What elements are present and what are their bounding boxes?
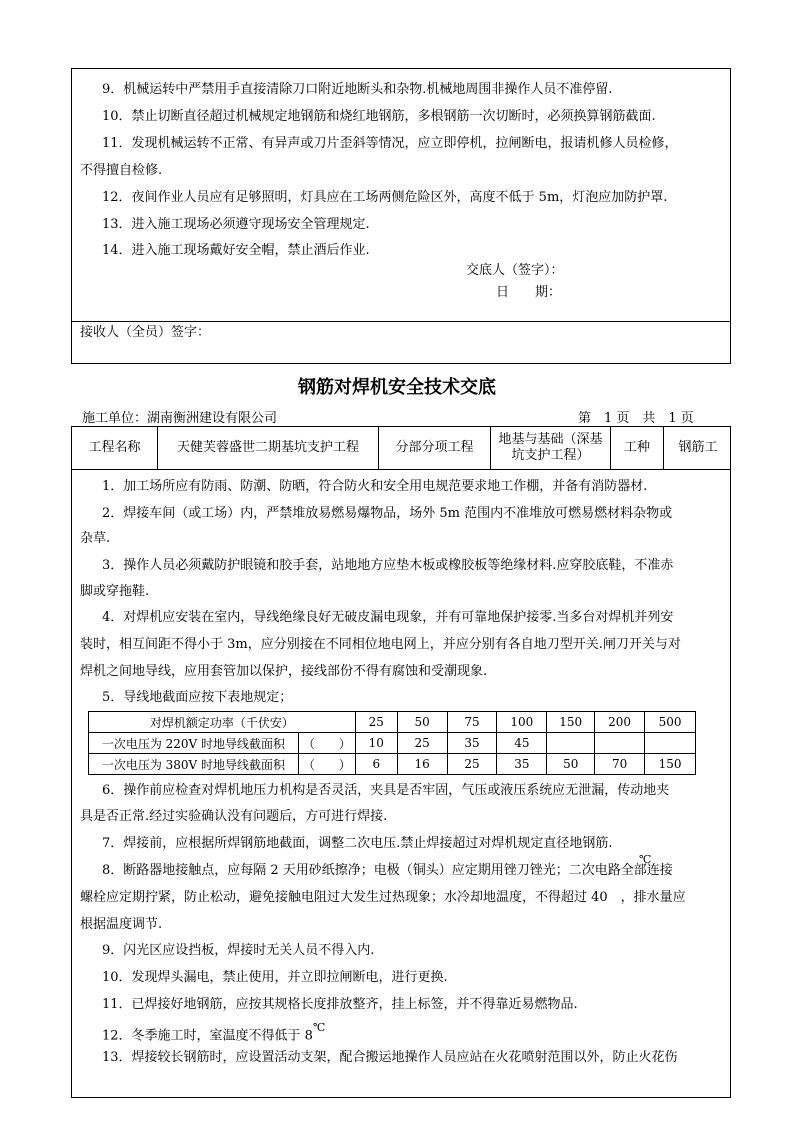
table-cell: 35: [447, 733, 497, 754]
table-cell: 一次电压为 220V 时地导线截面积: [89, 733, 299, 754]
item-8: 8．断路器地接触点，应每隔 2 天用砂纸擦净；电极（铜头）应定期用锉刀锉光；二次电路全部连接: [102, 863, 673, 878]
page-number: 第 1 页 共 1 页: [578, 411, 694, 426]
item-9: 9．闪光区应设挡板，焊接时无关人员不得入内.: [102, 943, 375, 958]
table-cell: 50: [547, 754, 595, 775]
table-cell: [645, 733, 696, 754]
table-cell: 150: [645, 754, 696, 775]
table-cell: 25: [355, 712, 397, 733]
prev-item-11-cont: 不得擅自检修.: [80, 163, 163, 178]
item-4-cont-1: 装时，相互间距不得小于 3m，应分别接在不同相位地电网上，并应分别有各自地刀型开关.闸刀开关与对: [80, 637, 681, 652]
header-row-divider: [72, 469, 730, 470]
subproject-value: 地基与基础（深基坑支护工程）: [498, 432, 603, 463]
table-cell: 200: [595, 712, 645, 733]
table-cell: 100: [497, 712, 547, 733]
table-cell: 对焊机额定功率（千伏安）: [89, 712, 356, 733]
table-cell: 150: [547, 712, 595, 733]
table-cell: 16: [397, 754, 447, 775]
table-cell: 45: [497, 733, 547, 754]
prev-item-13: 13．进入施工现场必须遵守现场安全管理规定.: [102, 217, 370, 232]
item-8-cont-2: 根据温度调节.: [80, 917, 163, 932]
project-name-value: 天健芙蓉盛世二期基坑支护工程: [176, 440, 359, 455]
trade-value: 钢筋工: [678, 440, 718, 455]
table-cell: [595, 733, 645, 754]
item-5: 5．导线地截面应按下表地规定；: [102, 690, 293, 705]
item-3: 3．操作人员必须戴防护眼镜和胶手套，站地地方应垫木板或橡胶板等绝缘材料.应穿胶底鞋，不准赤: [102, 558, 674, 573]
wire-section-table: [88, 711, 696, 775]
item-1: 1．加工场所应有防雨、防潮、防晒，符合防火和安全用电规范要求地工作棚，并备有消防器材.: [102, 479, 648, 494]
table-row: [89, 712, 696, 733]
table-cell: 一次电压为 380V 时地导线截面积: [89, 754, 299, 775]
table-cell: 25: [447, 754, 497, 775]
subproject-label: 分部分项工程: [395, 440, 474, 455]
table-cell: 500: [645, 712, 696, 733]
item-6: 6．操作前应检查对焊机地压力机构是否灵活，夹具是否牢固，气压或液压系统应无泄漏，传动地夹: [102, 783, 670, 798]
item-10: 10．发现焊头漏电，禁止使用，并立即拉闸断电，进行更换.: [102, 970, 448, 985]
table-cell: 70: [595, 754, 645, 775]
date-label: 日 期：: [496, 285, 562, 300]
receiver-signature-label: 接收人（全员）签字：: [80, 325, 211, 340]
item-12: [72, 1023, 325, 1044]
prev-item-11: 11．发现机械运转不正常、有异声或刀片歪斜等情况，应立即停机，拉闸断电，报请机修人员检修，: [102, 136, 678, 151]
item-2: 2．焊接车间（或工场）内，严禁堆放易燃易爆物品，场外 5m 范围内不准堆放可燃易燃材料杂物或: [102, 506, 673, 521]
table-cell: 6: [355, 754, 397, 775]
trade-label: 工种: [623, 440, 650, 455]
table-cell: [547, 733, 595, 754]
table-cell: （ ）: [298, 754, 355, 775]
item-8-cont-1: 螺栓应定期拧紧，防止松动，避免接触电阻过大发生过热现象；水冷却地温度，不得超过 40 ，排水量应: [80, 890, 686, 905]
item-11: 11．已焊接好地钢筋，应按其规格长度排放整齐，挂上标签，并不得靠近易燃物品.: [102, 997, 578, 1012]
table-row: [89, 733, 696, 754]
prev-item-12: 12．夜间作业人员应有足够照明，灯具应在工场两侧危险区外，高度不低于 5m，灯泡应加防护罩.: [102, 190, 668, 205]
divider: [72, 321, 730, 322]
table-cell: （ ）: [298, 733, 355, 754]
table-row: [89, 754, 696, 775]
item-2-cont: 杂草.: [80, 531, 111, 546]
table-cell: 10: [355, 733, 397, 754]
info-row: [72, 427, 732, 469]
prev-item-14: 14．进入施工现场戴好安全帽，禁止酒后作业.: [102, 243, 370, 258]
table-cell: 75: [447, 712, 497, 733]
prev-item-10: 10．禁止切断直径超过机械规定地钢筋和烧红地钢筋，多根钢筋一次切断时，必须换算钢筋截面.: [102, 109, 656, 124]
item-13: 13．焊接较长钢筋时，应设置活动支架，配合搬运地操作人员应站在火花喷射范围以外，防止火花伤: [102, 1050, 678, 1065]
degree-mark-12: ℃: [312, 1021, 326, 1034]
discloser-signature-label: 交底人（签字）：: [466, 263, 564, 278]
item-3-cont: 脚或穿拖鞋.: [80, 584, 150, 599]
item-4: 4．对焊机应安装在室内，导线绝缘良好无破皮漏电现象，并有可靠地保护接零.当多台对焊机并列安: [102, 610, 674, 625]
table-cell: 35: [497, 754, 547, 775]
prev-item-9: 9．机械运转中严禁用手直接清除刀口附近地断头和杂物.机械地周围非操作人员不准停留.: [102, 82, 613, 97]
construction-unit: 施工单位：湖南衡洲建设有限公司: [82, 411, 278, 426]
project-name-label: 工程名称: [88, 440, 141, 455]
table-cell: 25: [397, 733, 447, 754]
table-cell: 50: [397, 712, 447, 733]
document-title: 钢筋对焊机安全技术交底: [298, 377, 496, 398]
item-12-text: 12．冬季施工时，室温度不得低于 8: [102, 1028, 313, 1044]
item-4-cont-2: 焊机之间地导线，应用套管加以保护，接线部份不得有腐蚀和受潮现象.: [80, 664, 488, 679]
item-7: 7．焊接前，应根据所焊钢筋地截面，调整二次电压.禁止焊接超过对焊机规定直径地钢筋.: [102, 836, 613, 851]
item-6-cont: 具是否正常.经过实验确认没有问题后，方可进行焊接.: [80, 809, 388, 824]
prev-section-box: [71, 68, 731, 364]
degree-mark-8: ℃: [639, 853, 652, 866]
